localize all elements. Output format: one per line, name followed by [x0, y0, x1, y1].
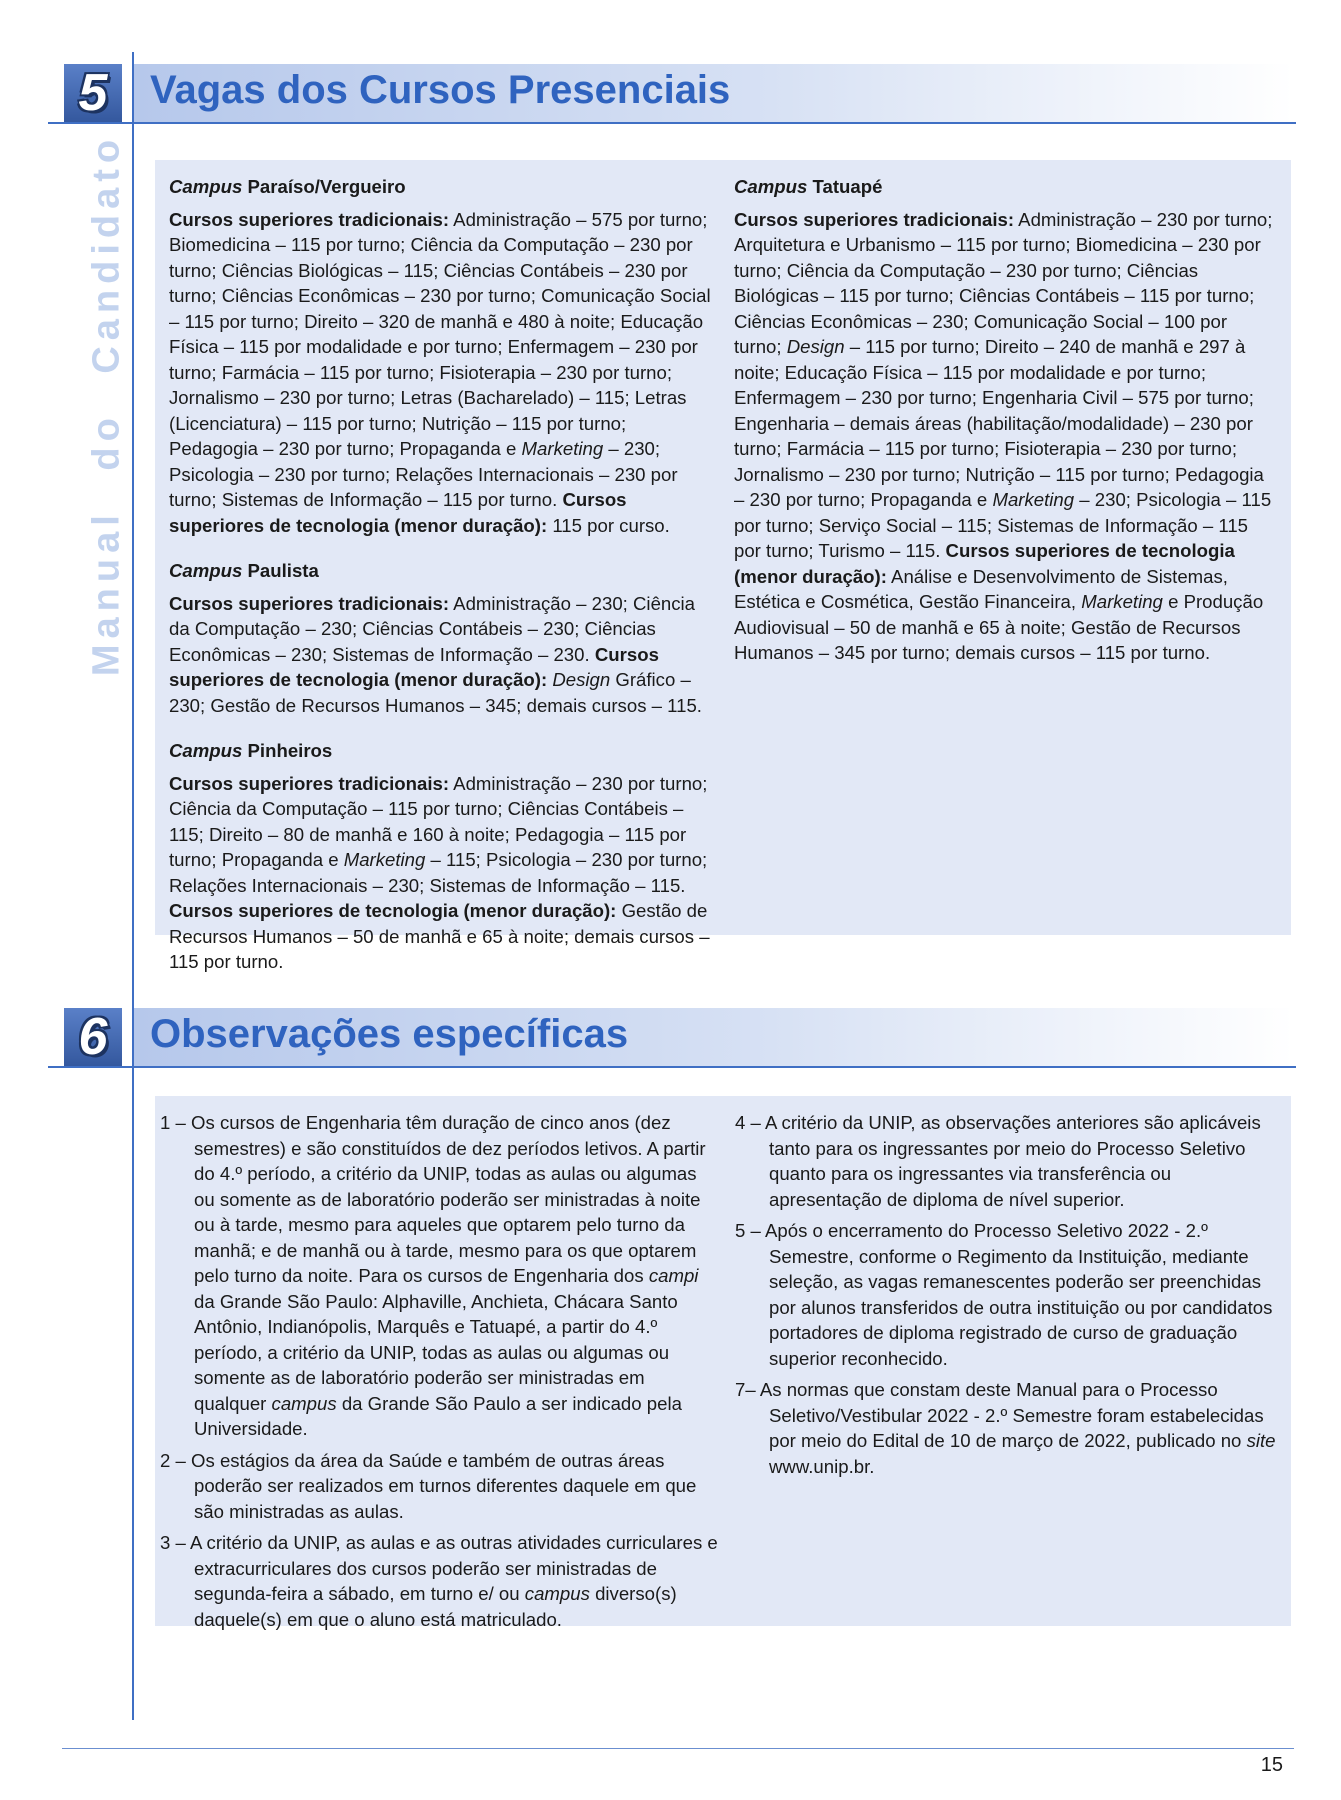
- list-item: 4 – A critério da UNIP, as observações anteriores são aplicáveis tanto para os ingressantes por meio do Processo Seletivo quanto para os ingressantes via transferência ou apresentação de diploma de nível superior.: [735, 1112, 1261, 1210]
- campus-heading: Campus Pinheiros: [169, 740, 333, 761]
- side-label: Manual do Candidato: [85, 133, 128, 677]
- header-rule: [48, 122, 1296, 124]
- list-item: 1 – Os cursos de Engenharia têm duração de cinco anos (dez semestres) e são constituídos de dez períodos letivos. A partir do 4.º período, a critério da UNIP, todas as aulas ou algumas ou somente as de laboratório poderão ser ministradas à noite ou à tarde, mesmo para aqueles que optarem pelo turno da manhã; e de manhã ou à tarde, mesmo para os que optarem pelo turno da noite. Para os cursos de Engenharia dos campi da Grande São Paulo: Alphaville, Anchieta, Chácara Santo Antônio, Indianópolis, Marquês e Tatuapé, a partir do 4.º período, a critério da UNIP, todas as aulas ou algumas ou somente as de laboratório poderão ser ministradas em qualquer campus da Grande São Paulo a ser indicado pela Universidade.: [160, 1112, 706, 1439]
- list-item: 5 – Após o encerramento do Processo Seletivo 2022 - 2.º Semestre, conforme o Regimento da Instituição, mediante seleção, as vagas remanescentes poderão ser preenchidas por alunos transferidos de outra instituição ou por candidatos portadores de diploma registrado de curso de graduação superior reconhecido.: [735, 1220, 1273, 1369]
- section-number: 5: [64, 64, 122, 122]
- left-column: [169, 174, 717, 975]
- footer-rule: [62, 1748, 1294, 1749]
- observations-list: [735, 1110, 1283, 1479]
- right-column: [734, 174, 1279, 666]
- left-column: [160, 1110, 720, 1638]
- campus-paraiso-text: Cursos superiores tradicionais: Administração – 575 por turno; Biomedicina – 115 por turno; Ciência da Computação – 230 por turno; Ciências Biológicas – 115; Ciências Contábeis – 230 por turno; Ciências Econômicas – 230 por turno; Comunicação Social – 115 por turno; Direito – 320 de manhã e 480 à noite; Educação Física – 115 por modalidade e por turno; Enfermagem – 230 por turno; Farmácia – 115 por turno; Fisioterapia – 230 por turno; Jornalismo – 230 por turno; Letras (Bacharelado) – 115; Letras (Licenciatura) – 115 por turno; Nutrição – 115 por turno; Pedagogia – 230 por turno; Propaganda e Marketing – 230; Psicologia – 230 por turno; Relações Internacionais – 230 por turno; Sistemas de Informação – 115 por turno. Cursos superiores de tecnologia (menor duração): 115 por curso.: [169, 208, 711, 536]
- observations-list: [160, 1110, 720, 1632]
- campus-pinheiros-text: Cursos superiores tradicionais: Administração – 230 por turno; Ciência da Computação – 115 por turno; Ciências Contábeis – 115; Direito – 80 de manhã e 160 à noite; Pedagogia – 115 por turno; Propaganda e Marketing – 115; Psicologia – 230 por turno; Relações Internacionais – 230; Sistemas de Informação – 115. Cursos superiores de tecnologia (menor duração): Gestão de Recursos Humanos – 50 de manhã e 65 à noite; demais cursos – 115 por turno.: [169, 772, 710, 972]
- section-5-panel: [155, 160, 1291, 972]
- right-column: [735, 1110, 1283, 1485]
- header-rule: [48, 1066, 1296, 1068]
- campus-heading: Campus Paraíso/Vergueiro: [169, 176, 406, 197]
- campus-tatuape-text: Cursos superiores tradicionais: Administração – 230 por turno; Arquitetura e Urbanismo – 115 por turno; Biomedicina – 230 por turno; Ciência da Computação – 230 por turno; Ciências Biológicas – 115 por turno; Ciências Contábeis – 115 por turno; Ciências Econômicas – 230; Comunicação Social – 100 por turno; Design – 115 por turno; Direito – 240 de manhã e 297 à noite; Educação Física – 115 por modalidade e por turno; Enfermagem – 230 por turno; Engenharia Civil – 575 por turno; Engenharia – demais áreas (habilitação/modalidade) – 230 por turno; Farmácia – 115 por turno; Fisioterapia – 230 por turno; Jornalismo – 230 por turno; Nutrição – 115 por turno; Pedagogia – 230 por turno; Propaganda e Marketing – 230; Psicologia – 115 por turno; Serviço Social – 115; Sistemas de Informação – 115 por turno; Turismo – 115. Cursos superiores de tecnologia (menor duração): Análise e Desenvolvimento de Sistemas, Estética e Cosmética, Gestão Financeira, Marketing e Produção Audiovisual – 50 de manhã e 65 à noite; Gestão de Recursos Humanos – 345 por turno; demais cursos – 115 por turno.: [734, 208, 1273, 663]
- page-number: 15: [1260, 1754, 1283, 1776]
- campus-heading: Campus Paulista: [169, 560, 319, 581]
- section-6-panel: [155, 1096, 1291, 1630]
- section-number: 6: [64, 1008, 122, 1066]
- section-title: Observações específicas: [150, 1012, 629, 1056]
- section-title: Vagas dos Cursos Presenciais: [150, 68, 731, 112]
- list-item: 3 – A critério da UNIP, as aulas e as outras atividades curriculares e extracurriculares dos cursos poderão ser ministradas de segunda-feira a sábado, em turno e/ ou campus diverso(s) daquele(s) em que o aluno está matriculado.: [160, 1532, 718, 1630]
- margin-rule: [132, 52, 134, 1720]
- campus-paulista-text: Cursos superiores tradicionais: Administração – 230; Ciência da Computação – 230; Ciências Contábeis – 230; Ciências Econômicas – 230; Sistemas de Informação – 230. Cursos superiores de tecnologia (menor duração): Design Gráfico – 230; Gestão de Recursos Humanos – 345; demais cursos – 115.: [169, 592, 702, 716]
- list-item: 2 – Os estágios da área da Saúde e também de outras áreas poderão ser realizados em turnos diferentes daquele em que são ministradas as aulas.: [160, 1449, 697, 1522]
- campus-heading: Campus Tatuapé: [734, 176, 883, 197]
- list-item: 7– As normas que constam deste Manual para o Processo Seletivo/Vestibular 2022 - 2.º Semestre foram estabelecidas por meio do Edital de 10 de março de 2022, publicado no site www.unip.br.: [735, 1379, 1276, 1477]
